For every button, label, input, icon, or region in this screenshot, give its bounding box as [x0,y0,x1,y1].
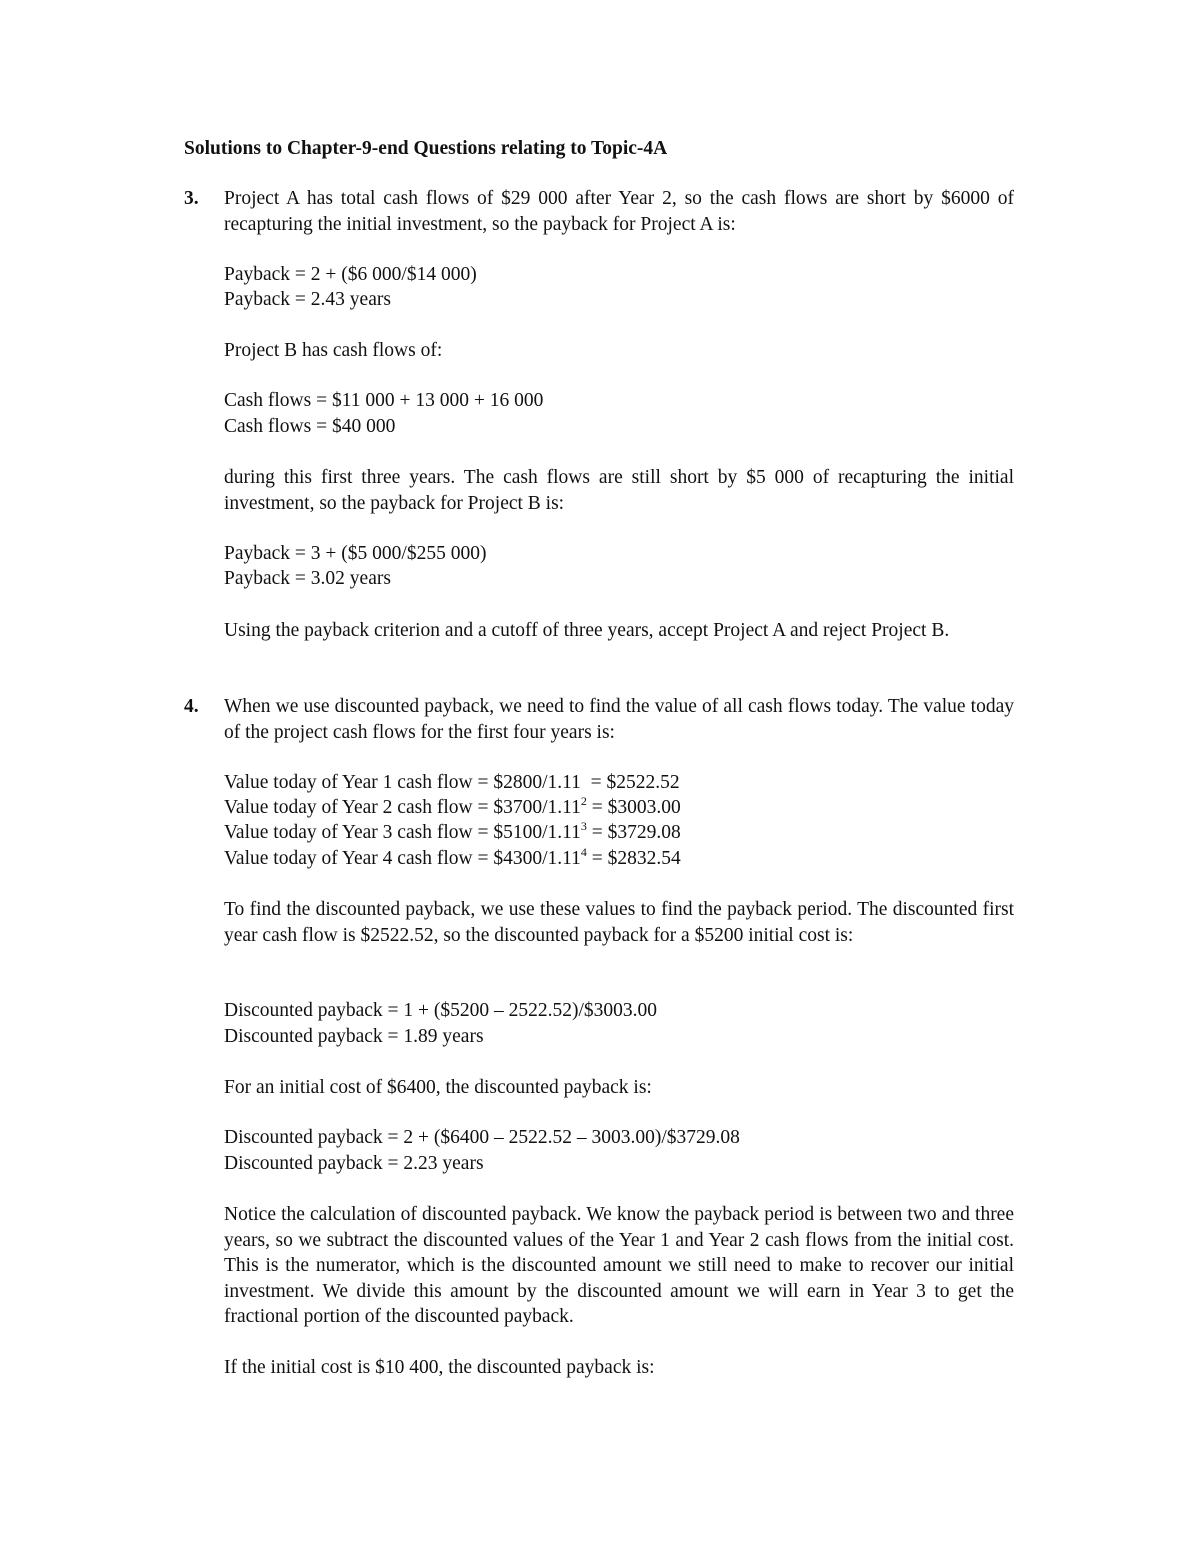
q3-payback-a-formula: Payback = 2 + ($6 000/$14 000) [224,264,477,285]
question-number-3: 3. [184,188,199,209]
q3-conclusion-paragraph: Using the payback criterion and a cutoff of three years, accept Project A and reject Project B. [224,620,950,641]
q4-value-year-1 [224,770,1014,796]
q4-value-year-3 [224,820,1014,846]
q3-intro-paragraph: Project A has total cash flows of $29 000 after Year 2, so the cash flows are short by $6000 of recapturing the initial investment, so the payback for Project A is: [224,188,1014,235]
value-formula: Value today of Year 2 cash flow = $3700/1.11 [224,797,581,818]
exponent: 3 [580,818,587,833]
q3-payback-b-result: Payback = 3.02 years [224,568,391,589]
q4-intro-paragraph: When we use discounted payback, we need to find the value of all cash flows today. The value today of the project cash flows for the first four years is: [224,696,1014,743]
q4-initial-6400-text: For an initial cost of $6400, the discounted payback is: [224,1077,652,1098]
value-result: = $3003.00 [586,797,681,818]
q3-project-b-intro: Project B has cash flows of: [224,340,443,361]
q4-dp-6400-formula: Discounted payback = 2 + ($6400 – 2522.52 – 3003.00)/$3729.08 [224,1127,740,1148]
q3-short-paragraph: during this first three years. The cash flows are still short by $5 000 of recapturing the initial investment, so the payback for Project B is: [224,467,1014,514]
value-result: = $2522.52 [580,772,680,793]
q4-value-year-2 [224,795,1014,821]
q3-payback-a-result: Payback = 2.43 years [224,289,391,310]
page-title: Solutions to Chapter-9-end Questions relating to Topic-4A [184,138,668,159]
q4-dp-6400-result: Discounted payback = 2.23 years [224,1153,484,1174]
value-formula: Value today of Year 1 cash flow = $2800/1.11 [224,772,581,793]
question-number-4: 4. [184,696,199,717]
value-formula: Value today of Year 3 cash flow = $5100/1.11 [224,822,581,843]
q4-notice-paragraph: Notice the calculation of discounted payback. We know the payback period is between two and three years, so we subtract the discounted values of the Year 1 and Year 2 cash flows from the initial cost. This is the numerator, which is the discounted amount we still need to make to recover our initial investment. We divide this amount by the discounted amount we will earn in Year 3 to get the fractional portion of the discounted payback. [224,1204,1014,1327]
q4-find-paragraph: To find the discounted payback, we use these values to find the payback period. The discounted first year cash flow is $2522.52, so the discounted payback for a $5200 initial cost is: [224,899,1014,946]
q3-cash-flows-result: Cash flows = $40 000 [224,416,396,437]
value-formula: Value today of Year 4 cash flow = $4300/1.11 [224,848,581,869]
q3-payback-b-formula: Payback = 3 + ($5 000/$255 000) [224,543,487,564]
value-result: = $2832.54 [586,848,681,869]
q4-value-year-4 [224,846,1014,872]
q4-dp-5200-result: Discounted payback = 1.89 years [224,1026,484,1047]
q4-dp-5200-formula: Discounted payback = 1 + ($5200 – 2522.52)/$3003.00 [224,1000,658,1021]
exponent: 2 [580,793,587,808]
value-result: = $3729.08 [586,822,681,843]
q4-initial-10400-text: If the initial cost is $10 400, the discounted payback is: [224,1357,655,1378]
exponent: 4 [580,844,587,859]
q3-cash-flows-formula: Cash flows = $11 000 + 13 000 + 16 000 [224,390,544,411]
